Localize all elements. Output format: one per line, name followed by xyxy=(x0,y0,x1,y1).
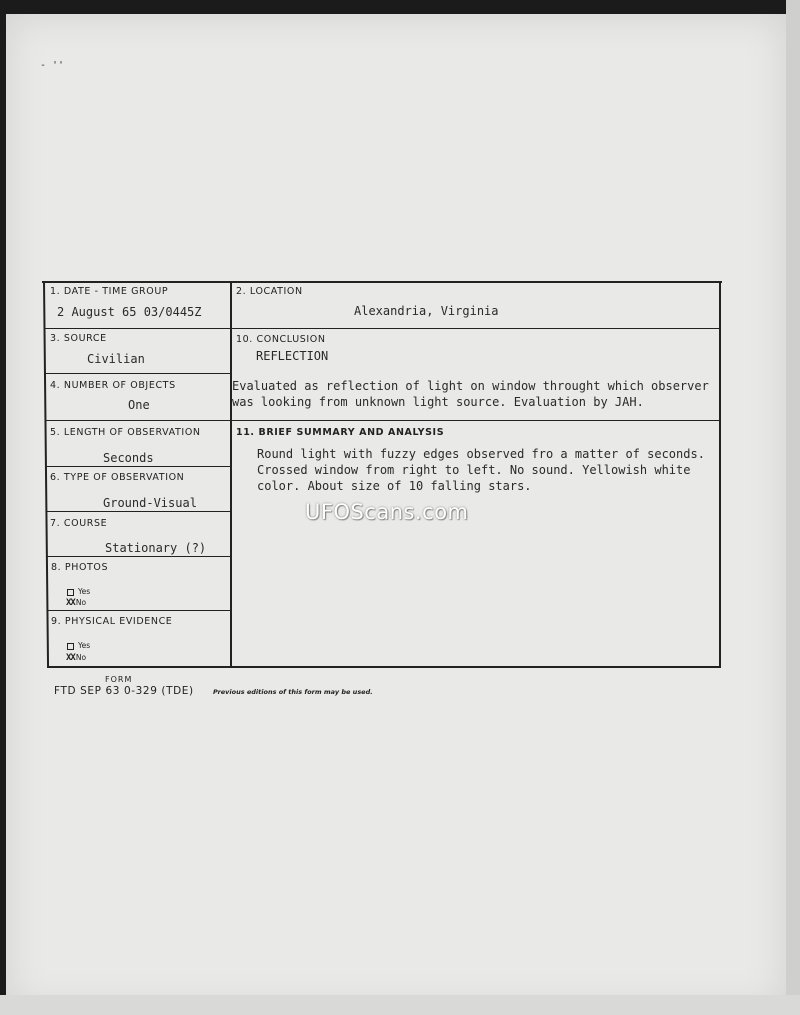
physical-evidence-no: XXNo xyxy=(66,653,87,663)
summary-label: 11. BRIEF SUMMARY AND ANALYSIS xyxy=(236,427,445,438)
form-border-right xyxy=(719,281,721,668)
location-value: Alexandria, Virginia xyxy=(354,304,499,318)
watermark: UFOScans.com xyxy=(305,500,469,524)
conclusion-label: 10. CONCLUSION xyxy=(236,334,326,345)
course-value: Stationary (?) xyxy=(105,541,207,555)
form-border-bottom xyxy=(47,666,719,668)
summary-line: Round light with fuzzy edges observed fro a matter of seconds. xyxy=(257,447,705,461)
conclusion-value: REFLECTION xyxy=(256,349,329,363)
type-of-observation-value: Ground-Visual xyxy=(103,496,197,510)
typed-x-mark: XX xyxy=(66,653,75,663)
length-of-observation-value: Seconds xyxy=(103,451,154,465)
date-time-label: 1. DATE - TIME GROUP xyxy=(50,286,169,297)
footer-form-label: FORM xyxy=(105,675,133,684)
location-label: 2. LOCATION xyxy=(236,286,303,297)
photos-label: 8. PHOTOS xyxy=(51,562,109,573)
photos-no: XXNo xyxy=(66,598,87,608)
summary-text xyxy=(257,446,705,494)
evaluation-line: was looking from unknown light source. Evaluation by JAH. xyxy=(232,395,644,409)
course-label: 7. COURSE xyxy=(50,518,108,529)
source-label: 3. SOURCE xyxy=(50,333,107,344)
evaluation-line: Evaluated as reflection of light on window throught which observer xyxy=(232,379,709,393)
summary-line: color. About size of 10 falling stars. xyxy=(257,479,532,493)
evaluation-text xyxy=(232,378,709,410)
summary-line: Crossed window from right to left. No sound. Yellowish white xyxy=(257,463,691,477)
type-of-observation-label: 6. TYPE OF OBSERVATION xyxy=(50,472,185,483)
number-of-objects-label: 4. NUMBER OF OBJECTS xyxy=(50,380,176,391)
date-time-value: 2 August 65 03/0445Z xyxy=(57,305,202,319)
checkbox-icon xyxy=(67,643,74,650)
scan-marks: - '' xyxy=(40,60,65,71)
footer-form-designation: FTD SEP 63 0-329 (TDE) xyxy=(54,685,194,697)
photos-yes: Yes xyxy=(67,587,90,596)
physical-evidence-label: 9. PHYSICAL EVIDENCE xyxy=(51,616,173,627)
length-of-observation-label: 5. LENGTH OF OBSERVATION xyxy=(50,427,201,438)
typed-x-mark: XX xyxy=(66,598,75,608)
number-of-objects-value: One xyxy=(128,398,150,412)
checkbox-icon xyxy=(67,589,74,596)
physical-evidence-yes: Yes xyxy=(67,641,90,650)
footer-note: Previous editions of this form may be used. xyxy=(213,688,373,696)
source-value: Civilian xyxy=(87,352,145,366)
form-border-top xyxy=(42,281,722,283)
